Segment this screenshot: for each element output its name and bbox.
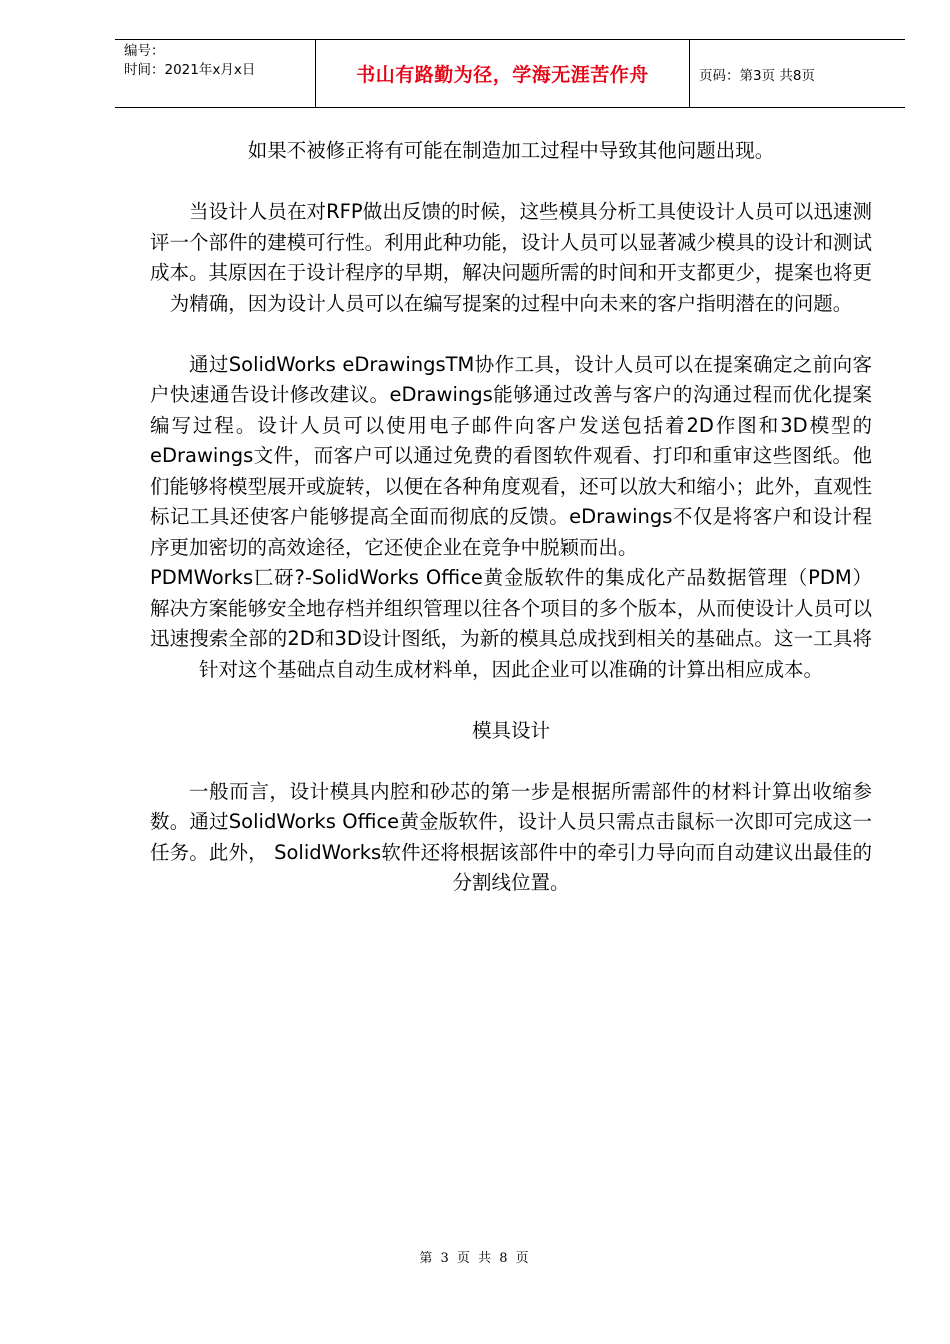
paragraph-2: 当设计人员在对RFP做出反馈的时候，这些模具分析工具使设计人员可以迅速测评一个部件的建模可行性。利用此种功能，设计人员可以显著减少模具的设计和测试成本。其原因在于设计程序的早期，解决问题所需的时间和开支都更少，提案也将更为精确，因为设计人员可以在编写提案的过程中向未来的客户指明潜在的问题。 — [150, 200, 872, 315]
header-motto-cell — [316, 40, 690, 107]
header-meta-cell — [115, 40, 316, 107]
number-label: 编号： — [124, 43, 165, 59]
page-info: 页码：第3页 共8页 — [699, 67, 815, 84]
section-heading: 模具设计 — [471, 718, 550, 742]
header-table — [115, 39, 905, 108]
header-page-cell — [690, 40, 905, 107]
document-body — [150, 136, 872, 899]
paragraph-3: 通过SolidWorks eDrawingsTM协作工具，设计人员可以在提案确定之前向客户快速通告设计修改建议。eDrawings能够通过改善与客户的沟通过程而优化提案编写过程。设计人员可以使用电子邮件向客户发送包括着2D作图和3D模型的eDrawings文件，而客户可以通过免费的看图软件观看、打印和重审这些图纸。他们能够将模型展开或旋转，以便在各种角度观看，还可以放大和缩小；此外，直观性标记工具还使客户能够提高全面而彻底的反馈。eDrawings不仅是将客户和设计程序更加密切的高效途径，它还使企业在竞争中脱颖而出。 — [150, 352, 872, 559]
motto-text: 书山有路勤为径，学海无涯苦作舟 — [356, 64, 649, 86]
time-label: 时间：2021年x月x日 — [124, 62, 256, 78]
paragraph-4: PDMWorks匸砑?-SolidWorks Office黄金版软件的集成化产品数据管理（PDM）解决方案能够安全地存档并组织管理以往各个项目的多个版本，从而使设计人员可以迅速搜索全部的2D和3D设计图纸，为新的模具总成找到相关的基础点。这一工具将针对这个基础点自动生成材料单，因此企业可以准确的计算出相应成本。 — [150, 566, 872, 681]
paragraph-5: 一般而言，设计模具内腔和砂芯的第一步是根据所需部件的材料计算出收缩参数。通过SolidWorks Office黄金版软件，设计人员只需点击鼠标一次即可完成这一任务。此外， SolidWorks软件还将根据该部件中的牵引力导向而自动建议出最佳的分割线位置。 — [150, 779, 872, 894]
page-footer: 第 3 页 共 8 页 — [419, 1251, 531, 1266]
paragraph-1: 如果不被修正将有可能在制造加工过程中导致其他问题出现。 — [247, 139, 775, 162]
